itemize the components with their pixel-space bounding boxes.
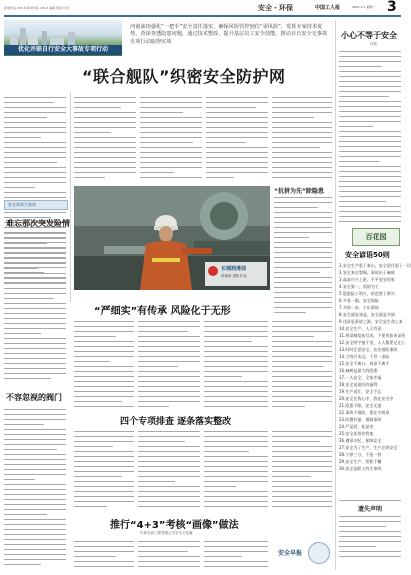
page-number: 3 — [387, 0, 397, 15]
article-title-2: 不容忽视的阀门 — [6, 393, 62, 402]
bottom-subtitle: 中原石油工程有限公司安全文化篇 — [140, 531, 193, 535]
list-item: 6.多看一眼，安全保险 — [339, 298, 379, 303]
four-text-a — [74, 430, 134, 510]
list-item: 22.事故不难防，重在守规章 — [339, 410, 390, 415]
list-item: 20.安全在我心中，我在安全中 — [339, 396, 394, 401]
article-title-1: 难忘那次突发险情 — [6, 219, 70, 228]
logo-sub: 杨维新 摄影作品 — [221, 274, 247, 278]
safety-list — [339, 262, 411, 496]
four-text-b — [138, 430, 200, 510]
mid-col-text-b — [140, 96, 202, 182]
logo-mark — [208, 266, 218, 276]
masthead-rule — [4, 15, 401, 17]
col-divider-1 — [70, 92, 71, 302]
bottom-text-a — [74, 540, 134, 572]
bottom-text-c — [204, 540, 268, 572]
notice-text — [339, 515, 401, 565]
bottom-headline: 推行“4+3”考核“画像”做法 — [110, 520, 239, 531]
section-label-text: 安全故事大家讲 — [8, 202, 36, 207]
list-item: 12.安全两字值千金，人人都要记在心 — [339, 340, 406, 345]
mid-col-text-c — [206, 96, 268, 182]
list-item: 15.安全不离口，规章不离手 — [339, 361, 390, 366]
list-item: 17.一人安全，全家幸福 — [339, 375, 382, 380]
right-col-text — [339, 50, 401, 226]
section-title: 安全・环保 — [258, 4, 293, 12]
list-item: 18.安全是最好的福利 — [339, 382, 378, 387]
list-item: 25.安全连着你我他 — [339, 431, 374, 436]
paper-name: 中国工人报 — [315, 5, 341, 11]
four-text-c — [204, 430, 268, 510]
masthead-left: 新闻热线 025-8 新闻传真 025-8 编辑 组版 校对 — [4, 6, 70, 10]
bottom-text-b — [138, 540, 200, 572]
left-col-text-2 — [4, 232, 66, 387]
badge-shape — [308, 542, 330, 564]
photo-logo — [205, 262, 267, 286]
list-item: 16.麻痹是最大的隐患 — [339, 368, 378, 373]
notice-box — [339, 500, 401, 567]
strict-headline: “严细实”有传承 风险化于无形 — [94, 306, 231, 317]
logo-text: 长城润滑油 — [221, 266, 247, 272]
campaign-title: 优化并联自行安全大事故专项行动 — [4, 45, 122, 55]
list-item: 1.安全生产重于泰山，安全责任重于一切 — [339, 263, 411, 268]
list-item: 3.高高兴兴上班，平平安安回家 — [339, 277, 395, 282]
list-item: 9.违章是事故之源，安全是生命之本 — [339, 319, 403, 324]
strict-text-a — [74, 320, 134, 410]
seal-box — [352, 228, 400, 246]
badge-text: 安全早报 — [278, 550, 303, 557]
strict-text-d — [272, 320, 332, 410]
four-projects-headline: 四个专项排查 逐条落实整改 — [120, 417, 232, 427]
pull-quote-text — [274, 196, 332, 316]
right-title: 小心不等于安全 — [341, 31, 397, 40]
list-item: 21.隐患不除，安全无望 — [339, 403, 382, 408]
list-item: 2.安全来自警惕，事故出于麻痹 — [339, 270, 395, 275]
safety-badge — [272, 538, 330, 566]
list-item: 13.时时注意安全，处处预防事故 — [339, 347, 398, 352]
list-title: 安全谚语50则 — [345, 251, 390, 259]
list-item: 28.宁停三分，不抢一秒 — [339, 452, 382, 457]
list-item: 10.安全生产，人人有责 — [339, 326, 382, 331]
list-item: 29.安全生产，常抓不懈 — [339, 459, 382, 464]
list-item: 11.规章制度血写成，不要用血来证明 — [339, 333, 406, 338]
strict-text-b — [138, 320, 200, 410]
list-item: 14.宁绕百米远，不冒一步险 — [339, 354, 390, 359]
four-text-d — [272, 430, 332, 510]
notice-title: 遗失声明 — [357, 506, 382, 513]
mid-col-text-a — [74, 96, 136, 182]
list-item: 8.安全就是效益，安全就是幸福 — [339, 312, 395, 317]
list-item: 19.生产再忙，安全不忘 — [339, 389, 382, 394]
col-divider-right — [335, 20, 336, 570]
main-headline: “联合舰队”织密安全防护网 — [82, 67, 286, 86]
right-author: 许波 — [370, 42, 377, 46]
list-item: 24.严是爱，松是害 — [339, 424, 374, 429]
banner-intro: 河南油田强化“一把手”安全责任落实，确保风险管控到位“零风险”，发挥专家技术优势，查深查透隐患问题，通过技术整改，提升基层员工安全技能，推动百日安全无事故专项行动取得实效 — [130, 24, 328, 45]
left-col-text-3 — [4, 408, 66, 568]
pull-quote: “抗拼为先”除隐患 — [274, 188, 324, 195]
date: 2021.3.1 星期一 — [352, 5, 376, 9]
list-item: 26.遵章守纪，保障安全 — [339, 438, 382, 443]
left-section-label — [4, 200, 68, 210]
list-item: 5.隐患险于明火，防范胜于救灾 — [339, 291, 395, 296]
list-item: 4.安全第一，预防为主 — [339, 284, 379, 289]
list-item: 27.安全为了生产，生产必须安全 — [339, 445, 398, 450]
mid-col-text-d — [272, 96, 332, 182]
list-item: 30.安全是职工的生命线 — [339, 466, 382, 471]
list-item: 7.多防一步，少出事故 — [339, 305, 379, 310]
strict-text-c — [204, 320, 268, 410]
list-item: 23.防微杜渐，遏制事故 — [339, 417, 382, 422]
seal-text: 百花园 — [365, 233, 387, 241]
